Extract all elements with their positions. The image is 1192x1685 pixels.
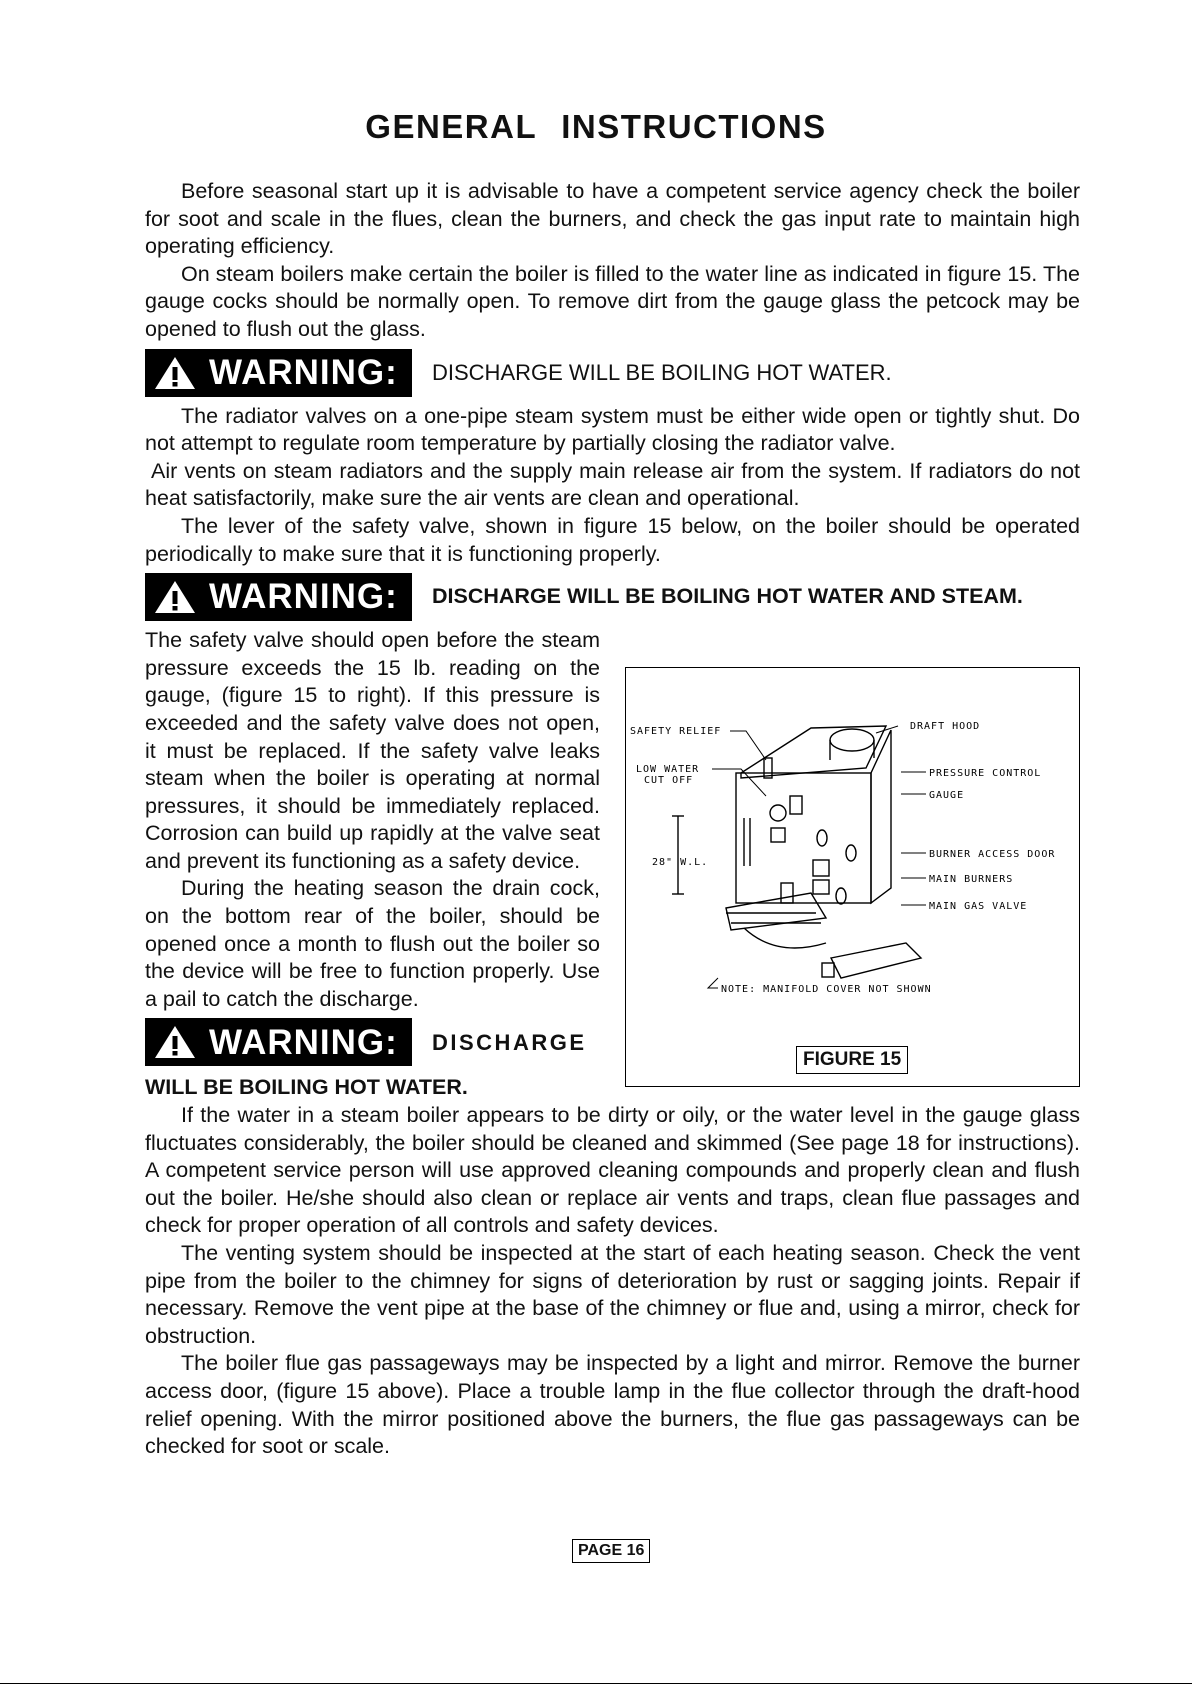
warning-label: WARNING: <box>209 352 398 392</box>
figure-section <box>145 627 1080 1071</box>
paragraph: If the water in a steam boiler appears to be dirty or oily, or the water level in the gauge glass fluctuates considerably, the boiler should be cleaned and skimmed (See page 18 for instructions). A competent service person will use approved cleaning compounds and properly clean and flush out the boiler. He/she should also clean or replace air vents and traps, clean flue passages and check for proper operation of all controls and safety devices. <box>145 1103 1080 1238</box>
figure-15 <box>625 667 1080 1087</box>
page-title: GENERAL INSTRUCTIONS <box>365 108 827 145</box>
label-burner-access-door: BURNER ACCESS DOOR <box>929 849 1056 861</box>
paragraph: On steam boilers make certain the boiler is filled to the water line as indicated in figure 15. The gauge cocks should be normally open. To remove dirt from the gauge glass the petcock may be opened to flush out the glass. <box>145 261 1080 341</box>
paragraph: The boiler flue gas passageways may be inspected by a light and mirror. Remove the burner access door, (figure 15 above). Place a trouble lamp in the flue collector through the draft-hood relief opening. With the mirror positioned above the burners, the flue gas passageways can be checked for soot or scale. <box>145 1351 1080 1459</box>
warning-triangle-icon <box>153 1024 197 1060</box>
paragraph: The lever of the safety valve, shown in figure 15 below, on the boiler should be operated periodically to make sure that it is functioning properly. <box>145 513 1080 566</box>
warning-continuation: WILL BE BOILING HOT WATER. <box>145 1075 468 1100</box>
warning-badge <box>145 573 412 621</box>
warning-row <box>145 1018 600 1066</box>
warning-triangle-icon <box>153 355 197 391</box>
label-pressure-control: PRESSURE CONTROL <box>929 768 1042 780</box>
label-draft-hood: DRAFT HOOD <box>910 721 981 733</box>
footer-divider <box>0 1683 1192 1684</box>
label-main-burners: MAIN BURNERS <box>929 874 1014 886</box>
label-water-line: 28" W.L. <box>652 857 709 869</box>
label-safety-relief: SAFETY RELIEF <box>630 726 722 738</box>
label-note: NOTE: MANIFOLD COVER NOT SHOWN <box>721 984 932 996</box>
label-main-gas-valve: MAIN GAS VALVE <box>929 901 1028 913</box>
warning-row <box>145 573 1080 621</box>
warning-message: DISCHARGE WILL BE BOILING HOT WATER AND STEAM. <box>432 584 1023 609</box>
warning-label: WARNING: <box>209 1022 398 1062</box>
paragraph: The venting system should be inspected at the start of each heating season. Check the vent pipe from the boiler to the chimney for signs of deterioration by rust or sagging joints. Repair if necessary. Remove the vent pipe at the base of the chimney or flue and, using a mirror, check for obstruction. <box>145 1241 1080 1348</box>
paragraph: During the heating season the drain cock, on the bottom rear of the boiler, should be opened once a month to flush out the boiler so the device will be free to function properly. Use a pail to catch the discharge. <box>145 876 600 1011</box>
warning-message: DISCHARGE <box>432 1029 587 1055</box>
warning-badge <box>145 349 412 397</box>
label-low-water: LOW WATER <box>636 764 700 776</box>
warning-badge <box>145 1018 412 1066</box>
label-gauge: GAUGE <box>929 790 965 802</box>
warning-row <box>145 349 1080 397</box>
document-body <box>145 178 1080 1461</box>
page-number: PAGE 16 <box>572 1539 650 1563</box>
paragraph: The safety valve should open before the steam pressure exceeds the 15 lb. reading on the gauge, (figure 15 to right). If this pressure is exceeded and the safety valve does not open, it must be replaced. If the safety valve leaks steam when the boiler is operating at normal pressures, it should be immediately replaced. Corrosion can build up rapidly at the valve seat and prevent its functioning as a safety device. <box>145 628 600 873</box>
figure-caption: FIGURE 15 <box>796 1046 908 1074</box>
warning-message: DISCHARGE WILL BE BOILING HOT WATER. <box>432 359 892 385</box>
paragraph: The radiator valves on a one-pipe steam system must be either wide open or tightly shut. Do not attempt to regulate room temperature by partially closing the radiator valve. <box>145 403 1080 456</box>
warning-label: WARNING: <box>209 577 398 617</box>
paragraph: Air vents on steam radiators and the supply main release air from the system. If radiators do not heat satisfactorily, make sure the air vents are clean and operational. <box>145 458 1080 511</box>
boiler-diagram <box>626 668 1079 1038</box>
left-column <box>145 627 600 1066</box>
warning-triangle-icon <box>153 579 197 615</box>
label-cut-off: CUT OFF <box>644 775 694 787</box>
paragraph: Before seasonal start up it is advisable to have a competent service agency check the boiler for soot and scale in the flues, clean the burners, and check the gas input rate to maintain high operating efficiency. <box>145 179 1080 259</box>
